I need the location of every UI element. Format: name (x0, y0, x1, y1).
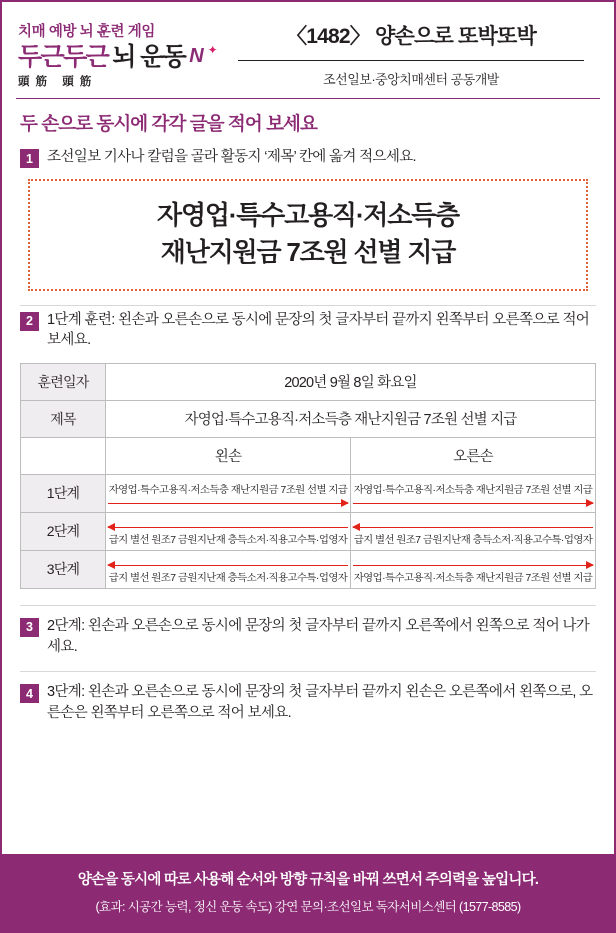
quote-line-2: 재난지원금 7조원 선별 지급 (160, 236, 456, 267)
brand-logo-main: 두근두근 (18, 43, 109, 71)
table-row-title (21, 400, 596, 437)
column-header-right-hand: 오른손 (351, 437, 596, 474)
practice-table (20, 363, 596, 589)
step-3-number: 3 (20, 618, 39, 637)
brand-sub: 頭筋 頭筋 (18, 76, 98, 88)
row-value-title[interactable]: 자영업·특수고용직·저소득층 재난지원금 7조원 선별 지급 (106, 400, 596, 437)
brand-tagline: 치매 예방 뇌 훈련 게임 (18, 24, 155, 40)
star-icon: ✦ (207, 42, 218, 57)
footer (2, 854, 614, 931)
table-row-stage-3 (21, 550, 596, 588)
stage-3-right-cell[interactable] (351, 550, 596, 588)
stage-3-left-cell[interactable] (106, 550, 351, 588)
step-2-text: 1단계 훈련: 왼손과 오른손으로 동시에 문장의 첫 글자부터 끝까지 왼쪽부터 오른쪽으로 적어 보세요. (47, 311, 590, 349)
row-label-stage-2: 2단계 (21, 512, 106, 550)
brand-logo (18, 42, 224, 71)
page-subtitle: 조선일보·중앙치매센터 공동개발 (323, 72, 499, 87)
title-block (224, 16, 598, 88)
arrow-right-icon (108, 499, 348, 509)
arrow-right-icon (353, 499, 593, 509)
quote-box (28, 179, 588, 291)
stage-1-right-text: 자영업·특수고용직·저소득층 재난지원금 7조원 선별 지급 (353, 485, 593, 497)
stage-3-right-text: 자영업·특수고용직·저소득층 재난지원금 7조원 선별 지급 (353, 572, 593, 584)
table-row-stage-1 (21, 474, 596, 512)
table-row-date (21, 363, 596, 400)
step-4 (2, 682, 614, 723)
stage-1-right-cell[interactable] (351, 474, 596, 512)
arrow-left-icon (353, 523, 593, 533)
stage-3-left-text: 급지 별선 원조7 금원지난재 층득소저·직용고수특·업영자 (108, 572, 348, 584)
brand-logo-mark-icon: N (189, 44, 204, 67)
step-2-number: 2 (20, 312, 39, 331)
stage-1-left-cell[interactable] (106, 474, 351, 512)
table-row-stage-2 (21, 512, 596, 550)
step-1-text: 조선일보 기사나 칼럼을 골라 활동지 ‘제목’ 칸에 옮겨 적으세요. (47, 149, 416, 165)
stage-2-right-text: 급지 별선 원조7 금원지난재 층득소저·직용고수특·업영자 (353, 534, 593, 546)
step-4-number: 4 (20, 684, 39, 703)
row-label-stage-1: 1단계 (21, 474, 106, 512)
stage-2-right-cell[interactable] (351, 512, 596, 550)
brand-logo-accent: 뇌 운동 (112, 43, 186, 71)
stage-2-left-text: 급지 별선 원조7 금원지난재 층득소저·직용고수특·업영자 (108, 534, 348, 546)
step-3 (2, 616, 614, 657)
step-4-text: 3단계: 왼손과 오른손으로 동시에 문장의 첫 글자부터 끝까지 왼손은 오른쪽에서 왼쪽으로, 오른손은 왼쪽부터 오른쪽으로 적어 보세요. (47, 684, 593, 721)
row-label-title: 제목 (21, 400, 106, 437)
column-header-left-hand: 왼손 (106, 437, 351, 474)
row-label-stage-3: 3단계 (21, 550, 106, 588)
row-value-date[interactable]: 2020년 9월 8일 화요일 (106, 363, 596, 400)
row-label-date: 훈련일자 (21, 363, 106, 400)
arrow-left-icon (108, 523, 348, 533)
row-label-blank (21, 437, 106, 474)
divider-after-step-3 (20, 671, 596, 672)
page-title: 〈1482〉 양손으로 또박또박 (286, 25, 536, 48)
quote-line-1: 자영업·특수고용직·저소득층 (157, 200, 459, 230)
step-2 (2, 310, 614, 351)
arrow-left-icon (108, 561, 348, 571)
header (2, 2, 614, 98)
stage-1-left-text: 자영업·특수고용직·저소득층 재난지원금 7조원 선별 지급 (108, 485, 348, 497)
divider-after-table (20, 605, 596, 606)
section-heading: 두 손으로 동시에 각각 글을 적어 보세요 (20, 113, 317, 134)
table-row-hands-header (21, 437, 596, 474)
title-divider (238, 60, 584, 61)
brand-block (18, 16, 224, 89)
divider-after-quote (20, 305, 596, 306)
stage-2-left-cell[interactable] (106, 512, 351, 550)
step-1 (2, 147, 614, 168)
footer-main-text: 양손을 동시에 따로 사용해 순서와 방향 규칙을 바꿔 쓰면서 주의력을 높입니다. (77, 872, 539, 888)
footer-sub-text: (효과: 시공간 능력, 정신 운동 속도) 강연 문의·조선일보 독자서비스센터 (1577-8585) (95, 900, 521, 914)
arrow-right-icon (353, 561, 593, 571)
step-1-number: 1 (20, 149, 39, 168)
step-3-text: 2단계: 왼손과 오른손으로 동시에 문장의 첫 글자부터 끝까지 오른쪽에서 왼쪽으로 적어 나가세요. (47, 617, 590, 655)
